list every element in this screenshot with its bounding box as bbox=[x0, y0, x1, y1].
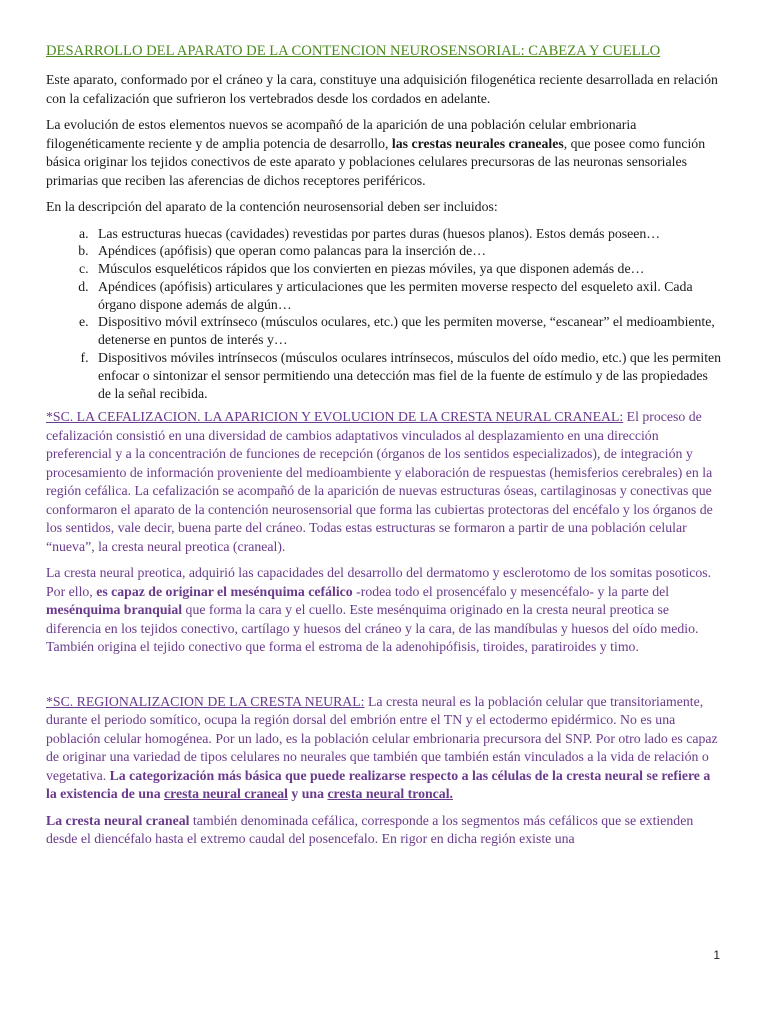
bold-underlined-term: cresta neural troncal. bbox=[327, 786, 453, 802]
document-page bbox=[46, 42, 722, 857]
text-run: que forma la cara y el cuello. Este mesénquima originado en la cresta neural preotica se diferencia en los tejidos conectivo, cartílago y huesos del cráneo y la cara, de las mandíbulas y huesos del oído medio. También origina el tejido conectivo que forma el estroma de la adenohipófisis, tiroides, paratiroides y timo. bbox=[46, 602, 699, 655]
bold-term: La cresta neural craneal bbox=[46, 812, 190, 828]
text-run: La evolución de estos elementos nuevos se acompañó de la aparición de una población celular embrionaria filogenéticamente reciente y de amplia potencia de desarrollo, bbox=[46, 117, 637, 151]
intro-paragraph: Este aparato, conformado por el cráneo y la cara, constituye una adquisición filogenética reciente desarrollada en relación con la cefalización que sufrieron los vertebrados desde los cordados en adelante. bbox=[46, 72, 718, 106]
page-number: 1 bbox=[713, 948, 720, 962]
bold-term: es capaz de originar el mesénquima cefálico bbox=[96, 583, 353, 599]
bold-term: las crestas neurales craneales bbox=[391, 135, 564, 151]
bold-underlined-term: cresta neural craneal bbox=[164, 786, 288, 802]
text-run: La cresta neural preotica, adquirió las capacidades del desarrollo del dermatomo y esclerotomo de los somitas posoticos. Por ello, bbox=[46, 565, 712, 599]
crestas-paragraph bbox=[46, 116, 722, 190]
bold-term: La categorización más básica que puede realizarse respecto a las células de la cresta neural se refiere a la existencia de una bbox=[46, 767, 711, 802]
list-item: f. Dispositivos móviles intrínsecos (músculos oculares intrínsecos, músculos del oído medio, etc.) que les permiten enfocar o sintonizar el sensor permitiendo una detección mas fiel de la fuente de estímulo y de las propiedades de la señal recibida. bbox=[92, 349, 722, 402]
list-item: b. Apéndices (apófisis) que operan como palancas para la inserción de… bbox=[92, 242, 722, 260]
list-item: d. Apéndices (apófisis) articulares y articulaciones que les permiten moverse respecto del esqueleto axil. Cada órgano dispone además de algún… bbox=[92, 278, 722, 314]
text-run: también denominada cefálica, corresponde a los segmentos más cefálicos que se extienden desde el diencéfalo hasta el extremo caudal del posencefalo. En rigor en dicha región existe una bbox=[46, 812, 694, 847]
section-cefalizacion bbox=[46, 408, 722, 556]
section-cefalizacion-paragraph-2 bbox=[46, 564, 722, 657]
section-heading: *SC. LA CEFALIZACION. LA APARICION Y EVOLUCION DE LA CRESTA NEURAL CRANEAL: bbox=[46, 409, 624, 425]
text-run: -rodea todo el prosencéfalo y mesencéfalo- y la parte del bbox=[352, 583, 670, 599]
list-item: e. Dispositivo móvil extrínseco (músculos oculares, etc.) que les permiten moverse, “escanear” el medioambiente, detenerse en puntos de interés y… bbox=[92, 313, 722, 349]
bold-term: mesénquima branquial bbox=[46, 602, 183, 618]
text-run: , que posee como función básica originar los tejidos conectivos de este aparato y poblaciones celulares precursoras de las neuronas sensoriales primarias que reciben las aferencias de dichos receptores periféricos. bbox=[46, 135, 706, 188]
text-run: El proceso de cefalización consistió en una diversidad de cambios adaptativos vinculados al desplazamiento en una dirección preferencial y a la concentración de funciones de recepción (órganos de los sentidos especializados), de integración y procesamiento de información proveniente del medioambiente y elaboración de respuestas (hemisferios cerebrales) en la región cefálica. La cefalización se acompañó de la aparición de nuevas estructuras óseas, cartilaginosas y conectivas que conformaron el aparato de la contención neurosensorial que forma las cubiertas protectoras del encéfalo y los órganos de los sentidos, vale decir, buena parte del cráneo. Todas estas estructuras se formaron a partir de una población celular “nueva”, la cresta neural preotica (craneal). bbox=[46, 409, 713, 554]
list-item: a. Las estructuras huecas (cavidades) revestidas por partes duras (huesos planos). Estos demás poseen… bbox=[92, 225, 722, 243]
section-heading: *SC. REGIONALIZACION DE LA CRESTA NEURAL: bbox=[46, 693, 365, 709]
bold-term: y una bbox=[287, 786, 328, 802]
section-regionalizacion bbox=[46, 693, 722, 804]
list-item: c. Músculos esqueléticos rápidos que los convierten en piezas móviles, ya que disponen además de… bbox=[92, 260, 722, 278]
text-run: La cresta neural es la población celular que transitoriamente, durante el periodo somítico, ocupa la región dorsal del embrión entre el TN y el ectodermo epidérmico. No es una población celular homogénea. Por un lado, es la población celular embrionaria precursora del SNP. Por otro lado es capaz de originar una variedad de tipos celulares no neurales que también que también están vinculados a la vida de relación o vegetativa. bbox=[46, 693, 718, 783]
document-title: DESARROLLO DEL APARATO DE LA CONTENCION NEUROSENSORIAL: CABEZA Y CUELLO bbox=[46, 43, 661, 59]
spacer bbox=[46, 665, 722, 693]
structure-list bbox=[46, 225, 722, 403]
list-intro: En la descripción del aparato de la contención neurosensorial deben ser incluidos: bbox=[46, 199, 498, 214]
section-regionalizacion-paragraph-2 bbox=[46, 812, 722, 849]
